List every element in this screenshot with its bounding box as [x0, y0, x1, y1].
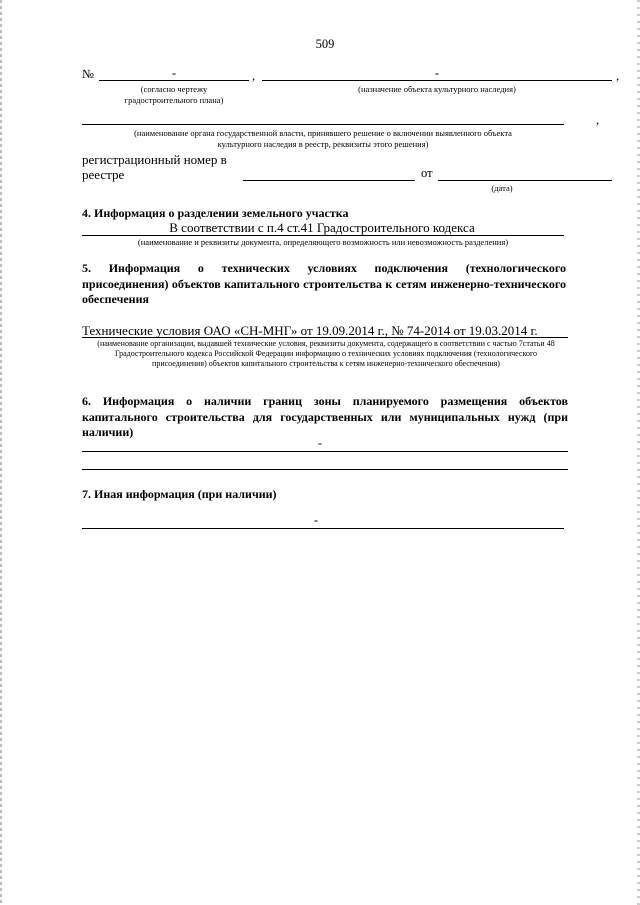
section5-caption: (наименование организации, выдавшей технические условия, реквизиты документа, содержащего в соответствии с частью 7статьи 48 Градостроительного кодекса Российской Федерации информацию о технических условиях подключения (технологического присоединения) объектов капитального строительства к сетям инженерно-технического обеспечения): [97, 339, 555, 368]
purpose-field-value: -: [434, 66, 440, 80]
number-field-value: -: [171, 66, 177, 80]
number-sign: №: [82, 67, 94, 81]
section4-heading: 4. Информация о разделении земельного участка: [82, 206, 349, 220]
authority-field-line: [82, 124, 564, 125]
caption-drawing: (согласно чертежу градостроительного плана): [124, 84, 224, 105]
section4-value-line: [82, 235, 564, 236]
section4-value: В соответствии с п.4 ст.41 Градостроительного кодекса: [169, 220, 475, 235]
section5-heading: 5. Информация о технических условиях подключения (технологического присоединения) объектов капитального строительства к сетям инженерно-технического обеспечения: [82, 261, 566, 306]
section6-value: -: [317, 436, 323, 450]
section7-heading: 7. Иная информация (при наличии): [82, 487, 277, 501]
section7-value: -: [313, 513, 319, 527]
row1-trailing-comma: ,: [616, 69, 620, 83]
registry-number-line: [243, 180, 415, 181]
section5-value-line: [82, 337, 568, 338]
section4-caption: (наименование и реквизиты документа, определяющего возможность или невозможность разделения): [137, 237, 509, 247]
section7-line: [82, 528, 564, 529]
section6-line-2: [82, 469, 568, 470]
section5-value: Технические условия ОАО «СН-МНГ» от 19.09.2014 г., № 74-2014 от 19.03.2014 г.: [82, 323, 538, 338]
section6-heading: 6. Информация о наличии границ зоны планируемого размещения объектов капитального строительства для государственных или муниципальных нужд (при наличии): [82, 394, 568, 439]
scan-edge-left: [0, 0, 2, 905]
caption-heritage-purpose: (назначение объекта культурного наследия): [358, 84, 516, 94]
row2-trailing-comma: ,: [596, 113, 600, 127]
caption-authority: (наименование органа государственной власти, принявшего решение о включении выявленного объекта культурного наследия в реестр, реквизиты этого решения): [134, 128, 512, 149]
row1-comma: ,: [252, 69, 256, 83]
registry-label: регистрационный номер в реестре: [82, 152, 227, 182]
section6-line-1: [82, 451, 568, 452]
caption-date: (дата): [491, 183, 513, 193]
registry-date-line: [438, 180, 612, 181]
page-number: 509: [315, 37, 335, 51]
registry-from-label: от: [421, 166, 433, 180]
